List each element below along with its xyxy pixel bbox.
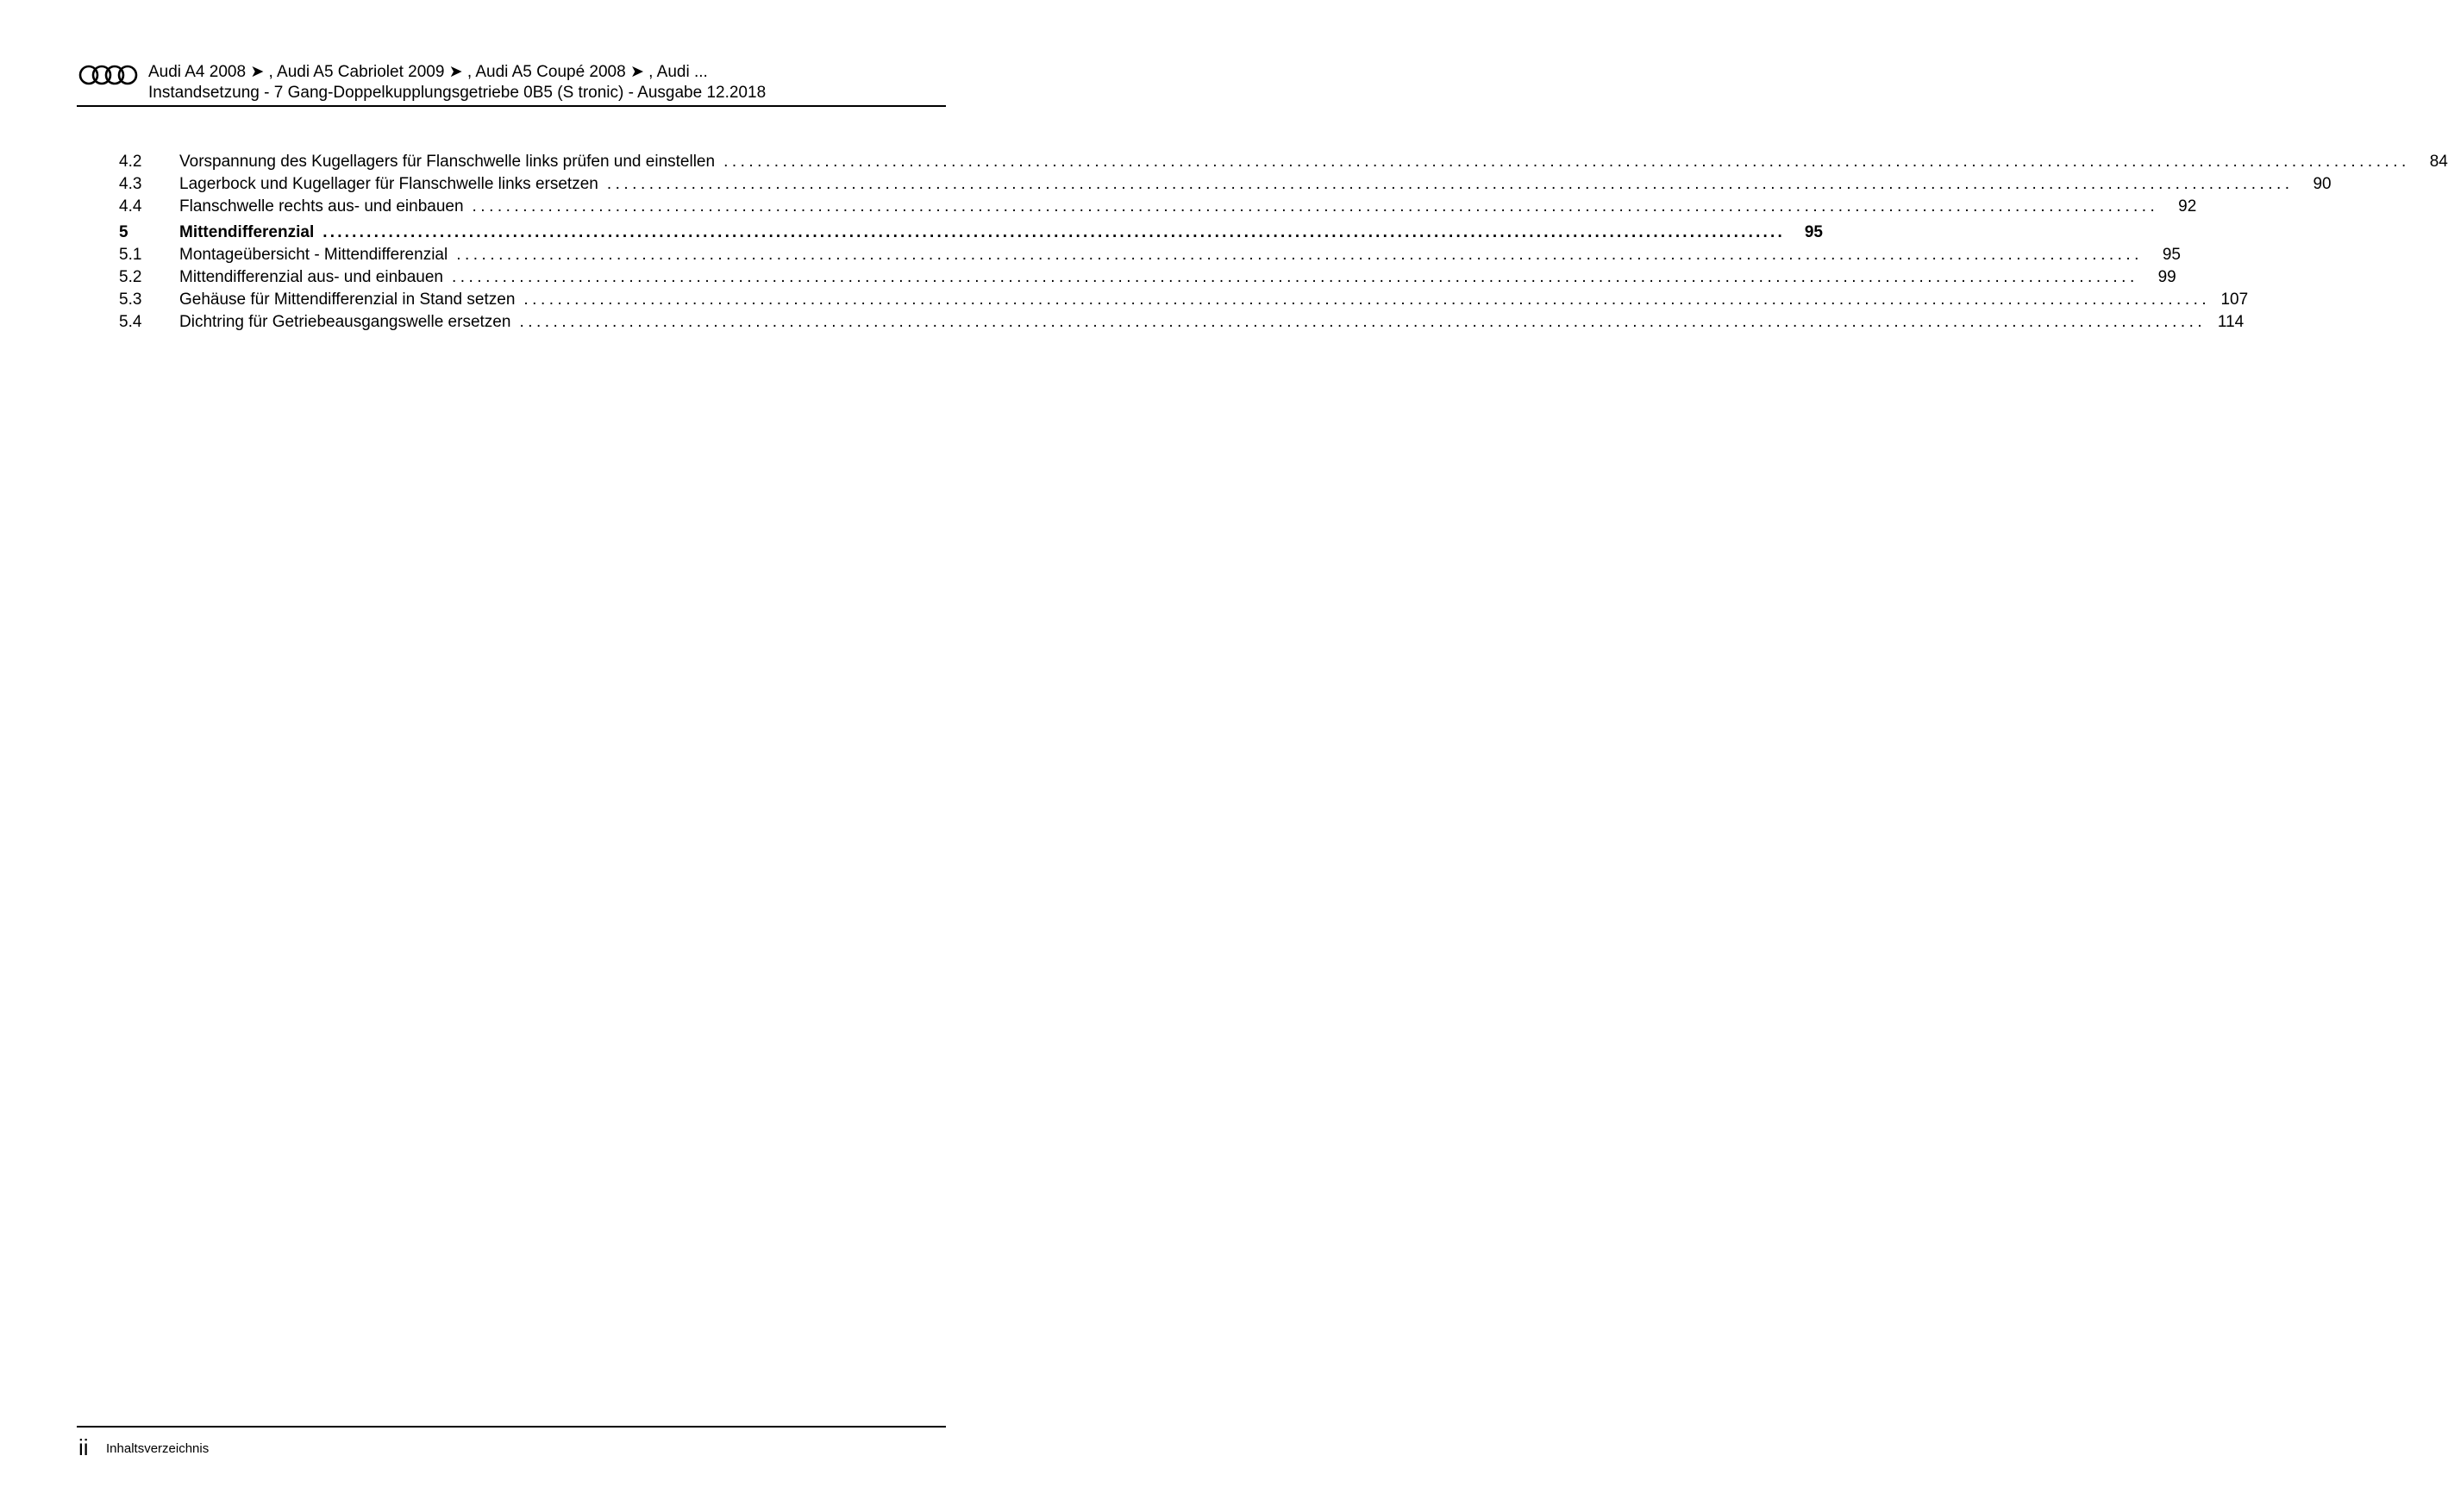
- toc-entry-title: Gehäuse für Mittendifferenzial in Stand setzen: [179, 291, 516, 309]
- toc-dot-leader: ........................................................................................................................................................................................................: [519, 313, 2207, 331]
- toc-entry[interactable]: [119, 173, 2332, 196]
- toc-entry-number: 4.3: [119, 175, 142, 193]
- toc-entry-page: 99: [2157, 268, 2176, 286]
- toc-entry[interactable]: [119, 151, 2448, 173]
- toc-entry-page: 114: [2217, 313, 2245, 331]
- toc-entry-page: 90: [2313, 175, 2332, 193]
- toc-dot-leader: ........................................................................................................................................................................................................: [723, 153, 2410, 171]
- footer-section-label: Inhaltsverzeichnis: [106, 1441, 210, 1456]
- page-header: [77, 60, 946, 107]
- toc-entry-page: 92: [2178, 197, 2197, 216]
- toc-entry-number: 5.4: [119, 313, 142, 331]
- header-manual-title: Instandsetzung - 7 Gang-Doppelkupplungsgetriebe 0B5 (S tronic) - Ausgabe 12.2018: [148, 84, 767, 102]
- toc-entry[interactable]: [119, 266, 2176, 289]
- toc-entry-number: 4.2: [119, 153, 142, 171]
- toc-entry-number: 5.1: [119, 246, 142, 264]
- audi-rings-logo-icon: [78, 64, 139, 86]
- toc-entry-title: Vorspannung des Kugellagers für Flanschwelle links prüfen und einstellen: [179, 153, 716, 171]
- toc-entry-number: 5.2: [119, 268, 142, 286]
- toc-entry-number: 5: [119, 223, 128, 241]
- toc-entry-page: 84: [2429, 153, 2448, 171]
- toc-entry-title: Mittendifferenzial aus- und einbauen: [179, 268, 443, 286]
- toc-entry-title: Dichtring für Getriebeausgangswelle ersetzen: [179, 313, 511, 331]
- toc-dot-leader: ........................................................................................................................................................................................................: [322, 223, 1785, 241]
- toc-chapter-entry[interactable]: [119, 222, 1823, 244]
- toc-dot-leader: ........................................................................................................................................................................................................: [456, 246, 2143, 264]
- header-vehicle-models: Audi A4 2008 ➤ , Audi A5 Cabriolet 2009 ➤ , Audi A5 Coupé 2008 ➤ , Audi ...: [148, 63, 708, 81]
- toc-entry-page: 95: [1804, 223, 1823, 241]
- toc-entry[interactable]: [119, 289, 2249, 311]
- toc-entry[interactable]: [119, 244, 2181, 266]
- toc-entry-number: 4.4: [119, 197, 142, 216]
- page-footer: [77, 1426, 946, 1462]
- toc-entry[interactable]: [119, 196, 2197, 218]
- toc-dot-leader: ........................................................................................................................................................................................................: [606, 175, 2294, 193]
- footer-page-number: ii: [78, 1434, 89, 1460]
- toc-entry-title: Mittendifferenzial: [179, 223, 315, 241]
- toc-dot-leader: ........................................................................................................................................................................................................: [451, 268, 2138, 286]
- toc-entry[interactable]: [119, 311, 2245, 334]
- toc-entry-title: Lagerbock und Kugellager für Flanschwelle links ersetzen: [179, 175, 598, 193]
- toc-entry-page: 95: [2162, 246, 2181, 264]
- toc-dot-leader: ........................................................................................................................................................................................................: [523, 291, 2211, 309]
- toc-entry-page: 107: [2220, 291, 2249, 309]
- toc-dot-leader: ........................................................................................................................................................................................................: [472, 197, 2159, 216]
- toc-entry-title: Montageübersicht - Mittendifferenzial: [179, 246, 448, 264]
- table-of-contents: [119, 151, 2448, 334]
- toc-entry-number: 5.3: [119, 291, 142, 309]
- toc-entry-title: Flanschwelle rechts aus- und einbauen: [179, 197, 464, 216]
